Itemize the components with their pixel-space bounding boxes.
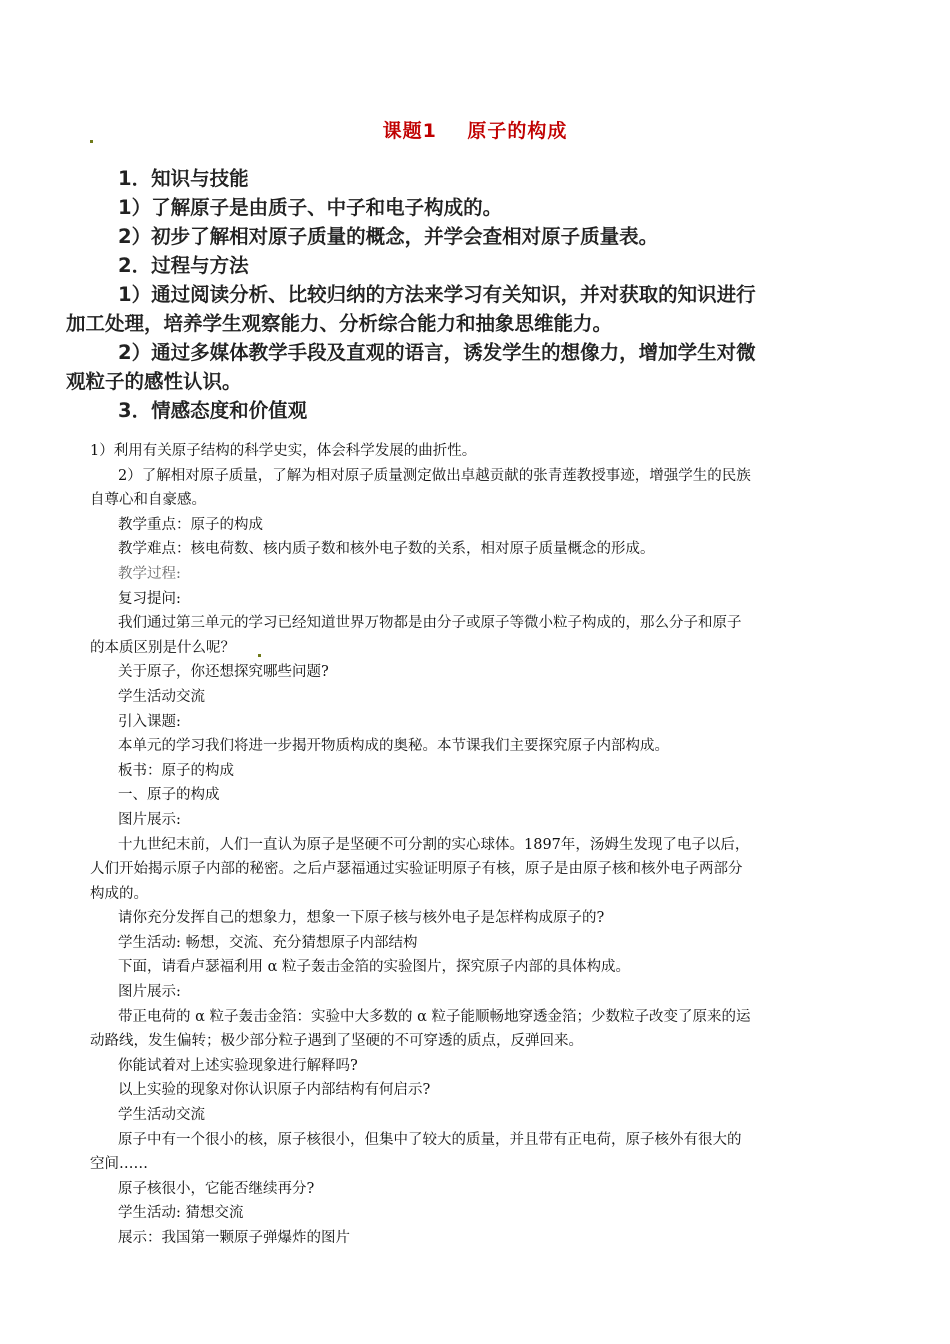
- paragraph-line: 自尊心和自豪感。: [90, 492, 206, 509]
- section-heading: 一、原子的构成: [118, 787, 220, 804]
- paragraph-line: 十九世纪末前，人们一直认为原子是坚硬不可分割的实心球体。1897年，汤姆生发现了电子以后，: [118, 836, 750, 853]
- section-label: 图片展示:: [118, 811, 181, 828]
- teaching-focus: 教学重点：原子的构成: [118, 516, 263, 533]
- teaching-difficulty: 教学难点：核电荷数、核内质子数和核外电子数的关系，相对原子质量概念的形成。: [118, 541, 655, 558]
- paragraph-line: 学生活动: 猜想交流: [118, 1205, 244, 1222]
- paragraph-line: 2）了解相对原子质量，了解为相对原子质量测定做出卓越贡献的张青莲教授事迹，增强学生的民族: [118, 467, 751, 484]
- paragraph-line: 学生活动交流: [118, 1107, 205, 1124]
- page-title: 课题1 原子的构成: [382, 120, 568, 142]
- paragraph-line: 展示：我国第一颗原子弹爆炸的图片: [118, 1230, 350, 1246]
- paragraph-line: 动路线，发生偏转；极少部分粒子遇到了坚硬的不可穿透的质点，反弹回来。: [90, 1033, 583, 1050]
- paragraph-line: 学生活动: 畅想，交流、充分猜想原子内部结构: [118, 934, 418, 951]
- objective-item: 1）了解原子是由质子、中子和电子构成的。: [118, 196, 503, 219]
- lesson-body: [90, 439, 870, 1251]
- teaching-objectives: [66, 164, 898, 425]
- paragraph-line: 带正电荷的 α 粒子轰击金箔：实验中大多数的 α 粒子能顺畅地穿透金箔；少数粒子改变了原来的运: [118, 1008, 751, 1025]
- paragraph-line: 关于原子，你还想探究哪些问题?: [118, 664, 329, 681]
- paragraph-line: 1）利用有关原子结构的科学史实，体会科学发展的曲折性。: [90, 443, 477, 459]
- paragraph-line: 构成的。: [90, 885, 148, 902]
- section-label: 复习提问:: [118, 590, 181, 607]
- paragraph-line: 学生活动交流: [118, 688, 205, 705]
- objective-item-continued: 加工处理，培养学生观察能力、分析综合能力和抽象思维能力。: [66, 312, 613, 335]
- paragraph-line: 以上实验的现象对你认识原子内部结构有何启示?: [118, 1082, 431, 1099]
- objective-item: 2）初步了解相对原子质量的概念，并学会查相对原子质量表。: [118, 225, 659, 248]
- section-label: 图片展示:: [118, 984, 181, 1001]
- objective-heading: 3．情感态度和价值观: [118, 399, 308, 422]
- paragraph-line: 原子中有一个很小的核，原子核很小，但集中了较大的质量，并且带有正电荷，原子核外有很大的: [118, 1131, 742, 1148]
- objective-item-continued: 观粒子的感性认识。: [66, 370, 242, 393]
- paragraph-line: 请你充分发挥自己的想象力，想象一下原子核与核外电子是怎样构成原子的?: [118, 910, 605, 927]
- paragraph-line: 我们通过第三单元的学习已经知道世界万物都是由分子或原子等微小粒子构成的，那么分子和原子: [118, 615, 742, 632]
- paragraph-line: 原子核很小，它能否继续再分?: [118, 1180, 315, 1197]
- paragraph-line: 本单元的学习我们将进一步揭开物质构成的奥秘。本节课我们主要探究原子内部构成。: [118, 738, 669, 755]
- paragraph-line: 你能试着对上述实验现象进行解释吗?: [118, 1057, 358, 1074]
- objective-item: 1）通过阅读分析、比较归纳的方法来学习有关知识，并对获取的知识进行: [118, 283, 756, 306]
- section-label: 教学过程:: [118, 565, 181, 582]
- paragraph-line: 人们开始揭示原子内部的秘密。之后卢瑟福通过实验证明原子有核，原子是由原子核和核外电子两部分: [90, 861, 743, 878]
- objective-heading: 1．知识与技能: [118, 167, 249, 190]
- paragraph-line: 板书：原子的构成: [118, 762, 234, 779]
- paragraph-line: 的本质区别是什么呢？: [90, 639, 235, 656]
- paragraph-line: 空间……: [90, 1156, 148, 1173]
- section-label: 引入课题:: [118, 713, 181, 730]
- objective-heading: 2．过程与方法: [118, 254, 249, 277]
- paragraph-line: 下面，请看卢瑟福利用 α 粒子轰击金箔的实验图片，探究原子内部的具体构成。: [118, 959, 631, 976]
- objective-item: 2）通过多媒体教学手段及直观的语言，诱发学生的想像力，增加学生对微: [118, 341, 756, 364]
